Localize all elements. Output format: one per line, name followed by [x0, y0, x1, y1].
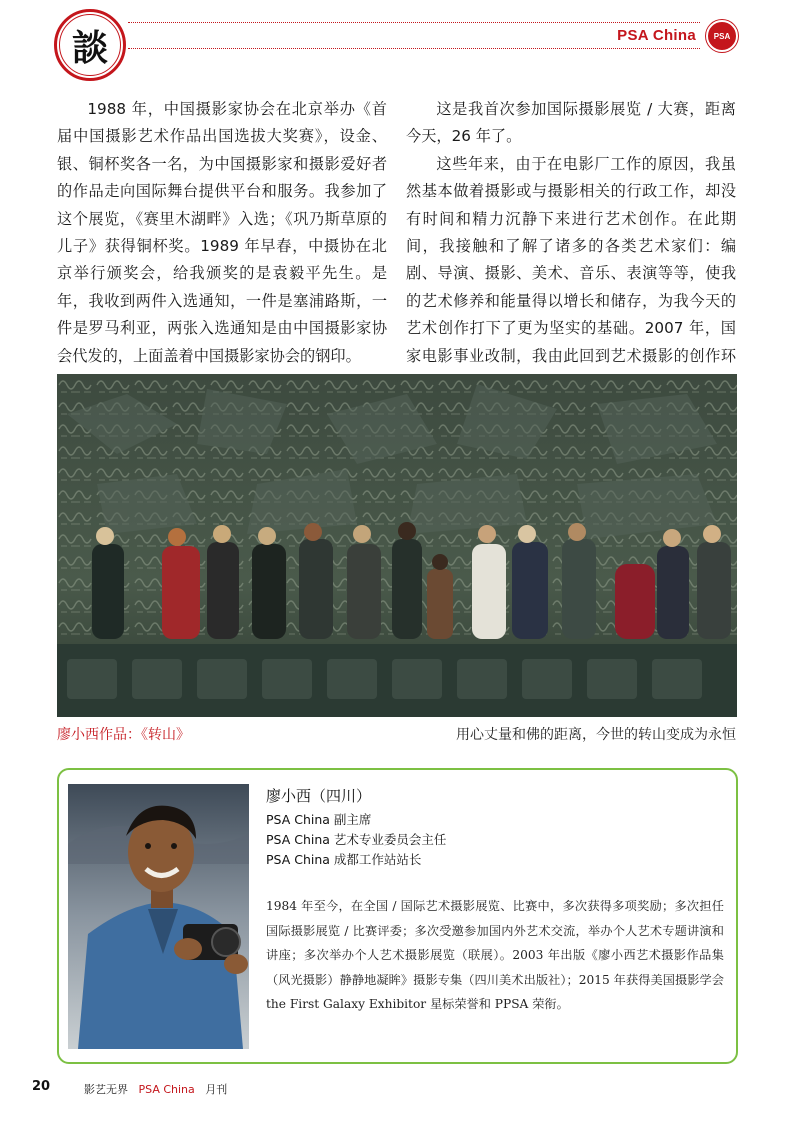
- author-role: PSA China 成都工作站站长: [266, 852, 422, 867]
- photo-caption-title: 廖小西作品：《转山》: [57, 727, 190, 743]
- footer-magazine: [84, 1081, 227, 1097]
- article-paragraph: 这是我首次参加国际摄影展览 / 大赛，距离今天，26 年了。: [406, 100, 736, 146]
- author-portrait: [68, 784, 249, 1049]
- article-paragraph: 1988 年，中国摄影家协会在北京举办《首届中国摄影艺术作品出国选拔大奖赛》，设金、银、铜杯奖各一名，为中国摄影家和摄影爱好者的作品走向国际舞台提供平台和服务。我参加了这个展览，《赛里木湖畔》入选；《巩乃斯草原的儿子》获得铜杯奖。1989 年早春，中摄协在北京举行颁奖会，给我颁奖的是袁毅平先生。是年，我收到两件入选通知，一件是塞浦路斯，一件是罗马利亚，两张入选通知是由中国摄影家协会代发的，上面盖着中国摄影家协会的钢印。: [57, 100, 387, 365]
- photo-caption-description: 用心丈量和佛的距离，今世的转山变成为永恒: [456, 727, 736, 743]
- portrait-illustration: [68, 784, 249, 1049]
- header-rule-bottom: [128, 48, 700, 49]
- author-name: 廖小西（四川）: [266, 787, 372, 805]
- footer-issue: 月刊: [205, 1083, 228, 1096]
- header-brand: PSA China: [617, 27, 696, 44]
- article-column-left: [57, 96, 387, 370]
- article-paragraph: 这些年来，由于在电影厂工作的原因，我虽然基本做着摄影或与摄影相关的行政工作，却没有时间和精力沉静下来进行艺术创作。在此期间，我接触和了解了诸多的各类艺术家们：编剧、导演、摄影、美术、音乐、表演等等，使我的艺术修养和能量得以增长和储存，为我今天的艺术创作打下了更为坚实的基础。2007 年，国家电影事业改制，我由此回到艺术摄影的创作环: [406, 154, 736, 365]
- psa-logo-icon: PSA: [706, 20, 738, 52]
- photo-zhuanshan: [57, 374, 737, 717]
- header-rule-top: [128, 22, 700, 23]
- footer-magazine-name: 影艺无界: [84, 1083, 128, 1096]
- seal-character: 談: [59, 14, 121, 76]
- photo-illustration: [57, 374, 737, 717]
- author-description: 1984 年至今，在全国 / 国际艺术摄影展览、比赛中，多次获得多项奖励；多次担任国际摄影展览 / 比赛评委；多次受邀参加国内外艺术交流，举办个人艺术专题讲演和讲座；多次举办个人艺术摄影展览（联展）。2003 年出版《廖小西艺术摄影作品集（风光摄影）静静地凝眸》摄影专集（四川美术出版社）；2015 年获得美国摄影学会 the First Galaxy Exhibitor 星标荣誉和 PPSA 荣衔。: [266, 899, 724, 1011]
- author-role: PSA China 副主席: [266, 812, 372, 827]
- footer-brand: PSA China: [138, 1083, 195, 1096]
- author-role: PSA China 艺术专业委员会主任: [266, 832, 447, 847]
- article-column-right: [406, 96, 736, 397]
- header-seal-logo: [54, 9, 126, 81]
- page-number: 20: [32, 1079, 51, 1094]
